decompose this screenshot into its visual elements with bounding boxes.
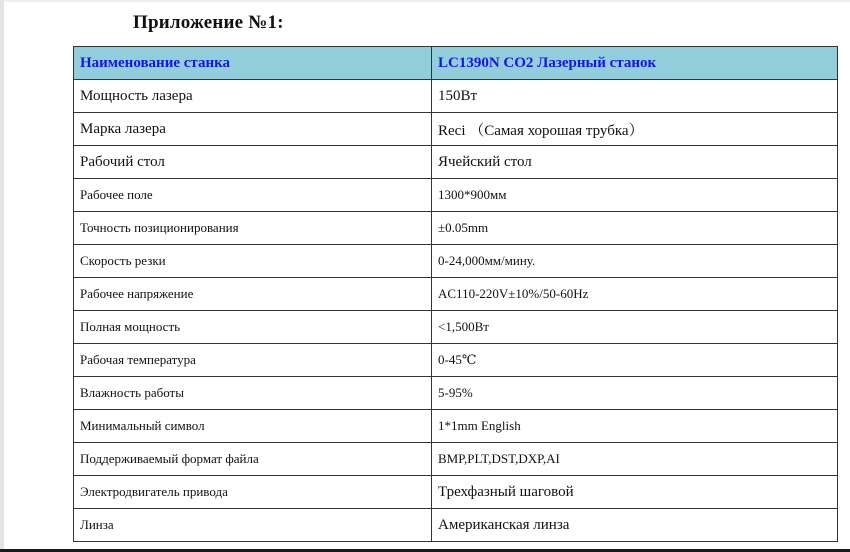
table-header-row — [74, 47, 838, 80]
row-value: 150Вт — [432, 80, 838, 113]
row-value: 1300*900мм — [432, 179, 838, 212]
table-row — [74, 476, 838, 509]
row-label: Поддерживаемый формат файла — [74, 443, 432, 476]
row-label: Рабочее напряжение — [74, 278, 432, 311]
row-value: 1*1mm English — [432, 410, 838, 443]
row-value: Ячейский стол — [432, 146, 838, 179]
row-value: AC110-220V±10%/50-60Hz — [432, 278, 838, 311]
table-row — [74, 179, 838, 212]
row-label: Скорость резки — [74, 245, 432, 278]
row-label: Полная мощность — [74, 311, 432, 344]
table-row — [74, 443, 838, 476]
row-label: Точность позиционирования — [74, 212, 432, 245]
row-label: Минимальный символ — [74, 410, 432, 443]
table-row — [74, 146, 838, 179]
row-value: Американская линза — [432, 509, 838, 542]
row-value: BMP,PLT,DST,DXP,AI — [432, 443, 838, 476]
table-row — [74, 311, 838, 344]
table-row — [74, 113, 838, 146]
document-title: Приложение №1: — [133, 12, 284, 33]
table-row — [74, 212, 838, 245]
header-label-cell: Наименование станка — [74, 47, 432, 80]
row-value: ±0.05mm — [432, 212, 838, 245]
row-value: 5-95% — [432, 377, 838, 410]
row-label: Рабочее поле — [74, 179, 432, 212]
table-row — [74, 509, 838, 542]
table-row — [74, 278, 838, 311]
row-label: Марка лазера — [74, 113, 432, 146]
header-value-cell: LC1390N CO2 Лазерный станок — [432, 47, 838, 80]
row-label: Рабочая температура — [74, 344, 432, 377]
table-row — [74, 410, 838, 443]
row-value: Reci （Самая хорошая трубка） — [432, 113, 838, 146]
page-top-edge — [0, 0, 850, 2]
table-row — [74, 245, 838, 278]
table-row — [74, 80, 838, 113]
page-left-edge — [0, 0, 4, 552]
row-label: Влажность работы — [74, 377, 432, 410]
row-value: 0-45℃ — [432, 344, 838, 377]
specifications-table — [73, 46, 838, 542]
table-row — [74, 344, 838, 377]
row-label: Мощность лазера — [74, 80, 432, 113]
table-row — [74, 377, 838, 410]
row-value: 0-24,000мм/мину. — [432, 245, 838, 278]
row-value: <1,500Вт — [432, 311, 838, 344]
row-value: Трехфазный шаговой — [432, 476, 838, 509]
row-label: Линза — [74, 509, 432, 542]
row-label: Рабочий стол — [74, 146, 432, 179]
row-label: Электродвигатель привода — [74, 476, 432, 509]
